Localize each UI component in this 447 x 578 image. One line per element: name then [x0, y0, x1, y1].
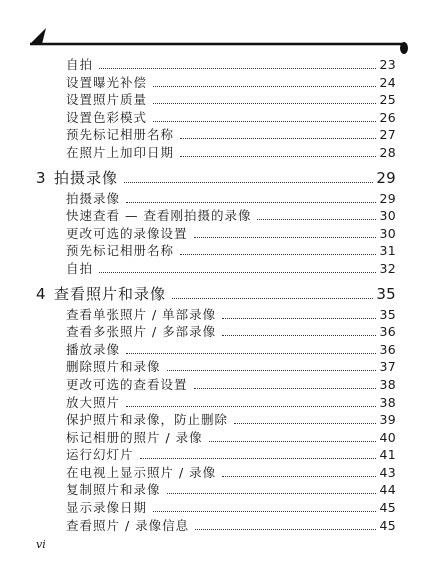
toc-entry[interactable] — [36, 516, 396, 534]
toc-entry-title: 播放录像 — [66, 341, 121, 357]
toc-entry[interactable] — [36, 480, 396, 498]
toc-entry[interactable] — [36, 224, 396, 242]
toc-entry[interactable] — [36, 305, 396, 323]
toc-entry[interactable] — [36, 498, 396, 516]
toc-entry-page: 39 — [379, 412, 396, 428]
dot-leader — [180, 254, 376, 255]
toc-entry-title: 查看照片和录像 — [54, 284, 167, 303]
toc-entry-page: 43 — [379, 464, 396, 480]
toc-entry-page: 25 — [379, 92, 396, 108]
toc-entry-title: 查看多张照片 / 多部录像 — [66, 324, 217, 340]
dot-leader — [194, 388, 377, 389]
chapter-number: 4 — [36, 284, 46, 303]
toc-entry-title: 拍摄录像 — [66, 190, 121, 206]
dot-leader — [167, 493, 377, 494]
dot-leader — [99, 272, 376, 273]
toc-entry[interactable] — [36, 143, 396, 161]
toc-entry-title: 保护照片和录像，防止删除 — [66, 412, 229, 428]
toc-entry-page: 37 — [379, 359, 396, 375]
toc-entry-page: 38 — [379, 394, 396, 410]
toc-entry-title: 删除照片和录像 — [66, 359, 161, 375]
toc-entry-title: 预先标记相册名称 — [66, 127, 175, 143]
dot-leader — [222, 318, 376, 319]
toc-entry-title: 显示录像日期 — [66, 500, 148, 516]
toc-entry[interactable] — [36, 357, 396, 375]
dot-leader — [234, 423, 376, 424]
toc-entry-title: 更改可选的查看设置 — [66, 376, 188, 392]
dot-leader — [126, 406, 376, 407]
dot-leader — [222, 476, 376, 477]
toc-entry-page: 28 — [379, 144, 396, 160]
toc-entry[interactable] — [36, 463, 396, 481]
toc-entry-page: 36 — [379, 341, 396, 357]
toc-chapter-entry[interactable] — [36, 167, 396, 189]
toc-entry[interactable] — [36, 393, 396, 411]
dot-leader — [194, 237, 377, 238]
toc-entry-page: 40 — [379, 429, 396, 445]
toc-entry-page: 31 — [379, 243, 396, 259]
toc-entry[interactable] — [36, 55, 396, 73]
dot-leader — [99, 68, 376, 69]
toc-entry-title: 复制照片和录像 — [66, 482, 161, 498]
toc-entry[interactable] — [36, 428, 396, 446]
page-number: vi — [36, 538, 46, 551]
toc-entry-title: 放大照片 — [66, 394, 121, 410]
toc-entry-page: 26 — [379, 109, 396, 125]
toc-entry[interactable] — [36, 410, 396, 428]
toc-chapter-entry[interactable] — [36, 283, 396, 305]
toc-entry[interactable] — [36, 340, 396, 358]
toc-entry-page: 35 — [379, 306, 396, 322]
toc-entry-page: 24 — [379, 74, 396, 90]
toc-entry-page: 29 — [379, 190, 396, 206]
toc-entry-page: 45 — [379, 517, 396, 533]
dot-leader — [140, 458, 377, 459]
dot-leader — [180, 138, 376, 139]
toc-entry[interactable] — [36, 445, 396, 463]
dot-leader — [153, 511, 376, 512]
toc-entry-page: 23 — [379, 57, 396, 72]
dot-leader — [180, 156, 376, 157]
dot-leader — [222, 335, 376, 336]
toc-entry-page: 44 — [379, 482, 396, 498]
table-of-contents — [36, 55, 396, 533]
toc-entry-title: 在照片上加印日期 — [66, 144, 175, 160]
toc-entry[interactable] — [36, 125, 396, 143]
toc-entry-title: 拍摄录像 — [54, 168, 119, 187]
toc-entry-title: 自拍 — [66, 260, 94, 276]
toc-entry-page: 30 — [379, 225, 396, 241]
toc-entry-page: 29 — [376, 168, 396, 187]
toc-entry-page: 35 — [376, 284, 396, 303]
toc-entry-page: 32 — [379, 260, 396, 276]
dot-leader — [153, 86, 376, 87]
toc-entry[interactable] — [36, 108, 396, 126]
toc-entry-title: 预先标记相册名称 — [66, 243, 175, 259]
toc-entry-page: 45 — [379, 500, 396, 516]
header-rule-decoration — [0, 0, 447, 60]
toc-entry-title: 设置照片质量 — [66, 92, 148, 108]
dot-leader — [209, 441, 377, 442]
toc-entry[interactable] — [36, 90, 396, 108]
dot-leader — [257, 219, 376, 220]
toc-entry-title: 在电视上显示照片 / 录像 — [66, 464, 217, 480]
dot-leader — [124, 182, 373, 183]
dot-leader — [126, 353, 376, 354]
toc-entry-title: 查看照片 / 录像信息 — [66, 517, 190, 533]
toc-entry[interactable] — [36, 375, 396, 393]
toc-entry-page: 30 — [379, 208, 396, 224]
toc-entry-page: 36 — [379, 324, 396, 340]
dot-leader — [126, 202, 376, 203]
toc-entry[interactable] — [36, 189, 396, 207]
toc-entry[interactable] — [36, 259, 396, 277]
toc-entry-title: 设置色彩模式 — [66, 109, 148, 125]
dot-leader — [153, 103, 376, 104]
toc-entry-page: 27 — [379, 127, 396, 143]
toc-entry-page: 41 — [379, 447, 396, 463]
toc-entry-title: 查看单张照片 / 单部录像 — [66, 306, 217, 322]
toc-entry-title: 自拍 — [66, 57, 94, 72]
chapter-number: 3 — [36, 168, 46, 187]
toc-entry[interactable] — [36, 73, 396, 91]
toc-entry-title: 设置曝光补偿 — [66, 74, 148, 90]
dot-leader — [153, 121, 376, 122]
toc-entry-page: 38 — [379, 376, 396, 392]
dot-leader — [195, 529, 376, 530]
toc-entry-title: 运行幻灯片 — [66, 447, 134, 463]
toc-entry[interactable] — [36, 322, 396, 340]
toc-entry[interactable] — [36, 206, 396, 224]
dot-leader — [167, 370, 377, 371]
dot-leader — [172, 298, 373, 299]
toc-entry[interactable] — [36, 241, 396, 259]
toc-entry-title: 更改可选的录像设置 — [66, 225, 188, 241]
toc-entry-title: 快速查看 — 查看刚拍摄的录像 — [66, 208, 252, 224]
toc-entry-title: 标记相册的照片 / 录像 — [66, 429, 203, 445]
